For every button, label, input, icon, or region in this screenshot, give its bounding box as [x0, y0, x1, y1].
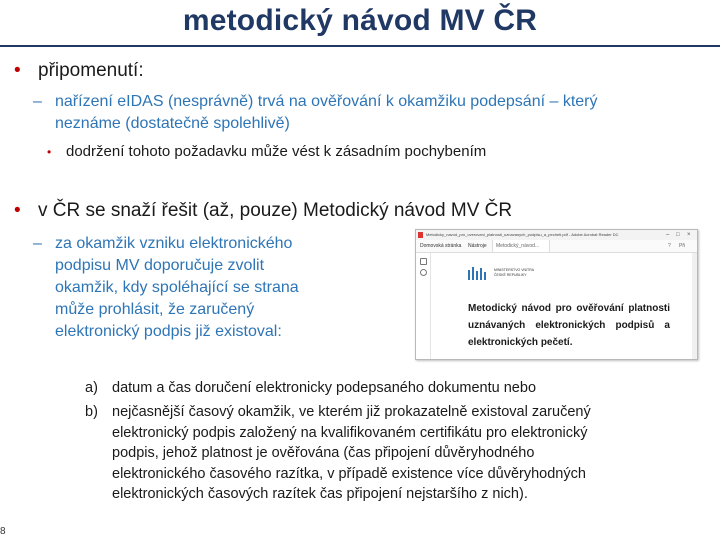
recommendation-line-3: okamžik, kdy spoléhající se strana	[55, 279, 299, 296]
pdf-window-title: Metodicky_navod_pro_overovani_platnosti_uznavanych_podpisu_a_pecheti.pdf - Adobe Acrobat Reader DC	[426, 232, 619, 237]
tab-home: Domovská stránka	[420, 243, 462, 249]
dash-icon: –	[33, 93, 42, 110]
attachment-icon	[420, 269, 427, 276]
pdf-window-titlebar	[416, 230, 697, 240]
list-item-b-line-1: nejčasnější časový okamžik, ve kterém již prokazatelně existoval zaručený	[112, 404, 591, 420]
list-item-b-line-5: elektronických časových razítek čas připojení nejstaršího z nich).	[112, 486, 528, 502]
ministry-logo-icon	[468, 266, 490, 280]
bullet-reminder: připomenutí:	[38, 60, 144, 81]
dash-icon: –	[33, 235, 42, 252]
minimize-icon: –	[666, 232, 670, 238]
title-divider	[0, 45, 720, 47]
sub-bullet-dot-icon: •	[47, 145, 52, 159]
page-number: 8	[0, 526, 6, 537]
eidas-line-1: nařízení eIDAS (nesprávně) trvá na ověřování k okamžiku podepsání – který	[55, 93, 598, 110]
list-item-b-line-3: podpis, jehož platnost je ověřována (čas připojení důvěryhodného	[112, 445, 535, 461]
page-indicator: Při	[679, 243, 686, 249]
maximize-icon: □	[676, 232, 680, 238]
pdf-screenshot	[415, 229, 698, 360]
list-item-b-letter: b)	[85, 404, 98, 420]
recommendation-line-1: za okamžik vzniku elektronického	[55, 235, 293, 252]
pages-icon	[420, 258, 427, 265]
list-item-b-line-2: elektronický podpis založený na kvalifikovaném certifikátu pro elektronický	[112, 424, 588, 441]
bullet-dot-icon: •	[14, 60, 21, 81]
tab-document: Metodický_návod...	[492, 240, 550, 252]
requirement-note: dodržení tohoto požadavku může vést k zásadním pochybením	[66, 143, 487, 160]
slide-title: metodický návod MV ČR	[182, 4, 538, 37]
recommendation-line-2: podpisu MV doporučuje zvolit	[55, 257, 265, 274]
pdf-scrollbar	[692, 253, 697, 359]
recommendation-line-4: může prohlásit, že zaručený	[55, 301, 255, 318]
eidas-line-2: neznáme (dostatečně spolehlivě)	[55, 115, 290, 132]
bullet-methodology: v ČR se snaží řešit (až, pouze) Metodický návod MV ČR	[38, 200, 513, 221]
list-item-b-line-4: elektronického časového razítka, v případě existence více důvěryhodných	[112, 465, 586, 482]
tab-tools: Nástroje	[468, 243, 487, 249]
bullet-dot-icon: •	[14, 200, 21, 221]
pdf-document-title: Metodický návod pro ověřování platnosti uznávaných elektronických podpisů a elektronických pečetí.	[468, 303, 670, 348]
help-icon: ?	[668, 243, 671, 249]
pdf-file-icon	[418, 232, 423, 238]
pdf-sidebar	[416, 253, 431, 359]
recommendation-line-5: elektronický podpis již existoval:	[55, 323, 282, 340]
list-item-a-letter: a)	[85, 380, 98, 396]
pdf-tabs	[416, 240, 697, 253]
list-item-a: datum a čas doručení elektronicky podepsaného dokumentu nebo	[112, 380, 537, 396]
logo-line-2: ČESKÉ REPUBLIKY	[494, 272, 527, 277]
close-icon: ×	[687, 232, 691, 238]
logo-line-1: MINISTERSTVO VNITRA	[494, 268, 535, 272]
